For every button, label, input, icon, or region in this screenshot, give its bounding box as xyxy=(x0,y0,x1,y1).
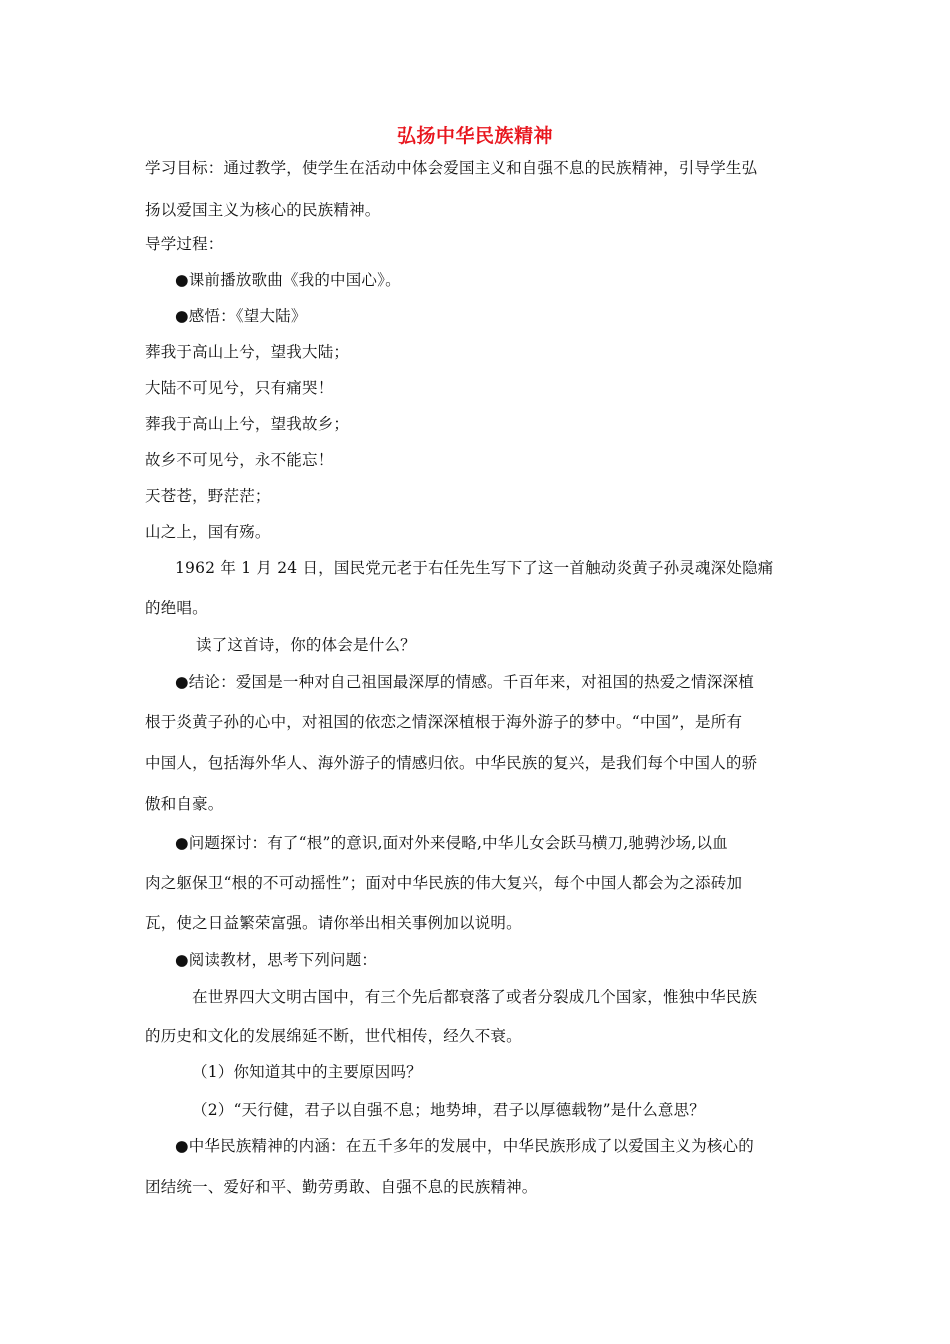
conclusion-line-2: 根于炎黄子孙的心中，对祖国的依恋之情深深植根于海外游子的梦中。“中国”，是所有 xyxy=(145,713,743,731)
spirit-line-2: 团结统一、爱好和平、勤劳勇敢、自强不息的民族精神。 xyxy=(145,1178,538,1196)
spirit-line-1: ●中华民族精神的内涵：在五千多年的发展中，中华民族形成了以爱国主义为核心的 xyxy=(175,1137,754,1155)
conclusion-line-3: 中国人，包括海外华人、海外游子的情感归依。中华民族的复兴，是我们每个中国人的骄 xyxy=(145,754,758,772)
poem-line-1: 葬我于高山上兮，望我大陆； xyxy=(145,343,350,361)
poem-line-5: 天苍苍，野茫茫； xyxy=(145,487,271,505)
poem-note-line-2: 的绝唱。 xyxy=(145,599,208,617)
poem-line-6: 山之上，国有殇。 xyxy=(145,523,271,541)
conclusion-line-4: 傲和自豪。 xyxy=(145,795,224,813)
poem-line-4: 故乡不可见兮，永不能忘！ xyxy=(145,451,334,469)
document-title: 弘扬中华民族精神 xyxy=(396,125,553,147)
discussion-line-3: 瓦，使之日益繁荣富强。请你举出相关事例加以说明。 xyxy=(145,914,522,932)
learning-goal-line-2: 扬以爱国主义为核心的民族精神。 xyxy=(145,201,381,219)
poem-line-3: 葬我于高山上兮，望我故乡； xyxy=(145,415,350,433)
poem-line-2: 大陆不可见兮，只有痛哭！ xyxy=(145,379,334,397)
poem-note-line-1: 1962 年 1 月 24 日，国民党元老于右任先生写下了这一首触动炎黄子孙灵魂深处隐痛 xyxy=(175,559,774,577)
learning-goal-line-1: 学习目标：通过教学，使学生在活动中体会爱国主义和自强不息的民族精神，引导学生弘 xyxy=(145,159,758,177)
reading-text-line-2: 的历史和文化的发展绵延不断，世代相传，经久不衰。 xyxy=(145,1027,522,1045)
conclusion-line-1: ●结论：爱国是一种对自己祖国最深厚的情感。千百年来，对祖国的热爱之情深深植 xyxy=(175,673,754,691)
bullet-song: ●课前播放歌曲《我的中国心》。 xyxy=(175,271,401,289)
question-2: （2）“天行健，君子以自强不息；地势坤，君子以厚德载物”是什么意思？ xyxy=(192,1101,706,1119)
bullet-poem-title: ●感悟：《望大陆》 xyxy=(175,307,307,325)
reading-text-line-1: 在世界四大文明古国中，有三个先后都衰落了或者分裂成几个国家，惟独中华民族 xyxy=(192,988,758,1006)
reading-task-heading: ●阅读教材，思考下列问题： xyxy=(175,951,378,969)
guide-process-heading: 导学过程： xyxy=(145,235,224,253)
question-reflection: 读了这首诗，你的体会是什么？ xyxy=(196,636,416,654)
question-1: （1）你知道其中的主要原因吗？ xyxy=(192,1063,422,1081)
discussion-line-1: ●问题探讨：有了“根”的意识,面对外来侵略,中华儿女会跃马横刀,驰骋沙场,以血 xyxy=(175,834,728,852)
discussion-line-2: 肉之躯保卫“根的不可动摇性”；面对中华民族的伟大复兴，每个中国人都会为之添砖加 xyxy=(145,874,743,892)
